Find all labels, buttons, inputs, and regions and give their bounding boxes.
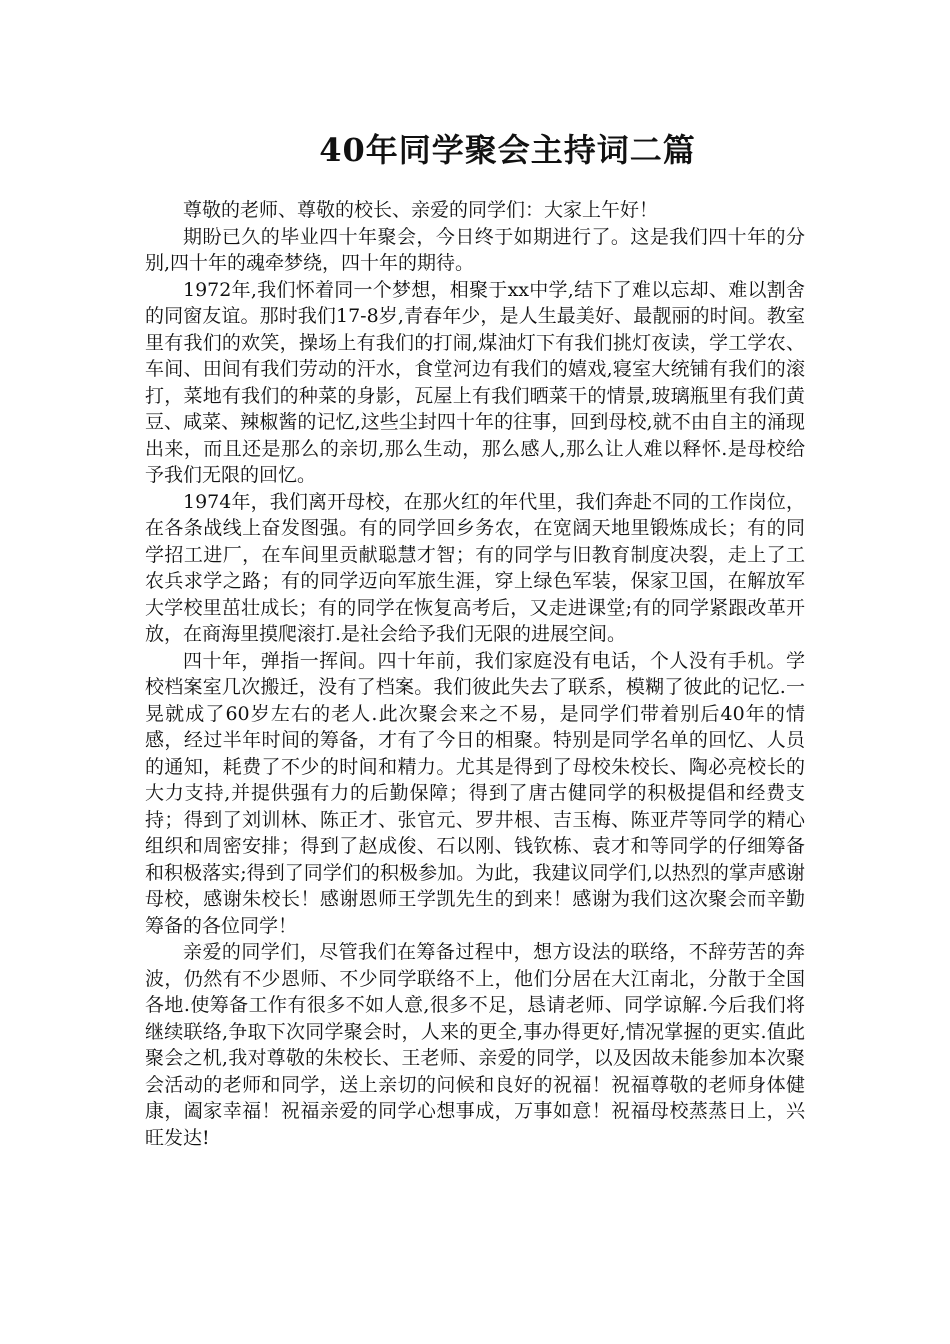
paragraph-opening: 期盼已久的毕业四十年聚会，今日终于如期进行了。这是我们四十年的分别,四十年的魂牵梦绕，四十年的期待。 [145, 225, 805, 274]
paragraph-forty-years-thanks: 四十年，弹指一挥间。四十年前，我们家庭没有电话，个人没有手机。学校档案室几次搬迁，没有了档案。我们彼此失去了联系，模糊了彼此的记忆.一晃就成了60岁左右的老人.此次聚会来之不易，是同学们带着别后40年的情感，经过半年时间的筹备，才有了今日的相聚。特别是同学名单的回忆、人员的通知，耗费了不少的时间和精力。尤其是得到了母校朱校长、陶必亮校长的大力支持,并提供强有力的后勤保障；得到了唐古健同学的积极提倡和经费支持；得到了刘训林、陈正才、张官元、罗井根、吉玉梅、陈亚芹等同学的精心组织和周密安排；得到了赵成俊、石以刚、钱钦栋、袁才和等同学的仔细筹备和积极落实;得到了同学们的积极参加。为此，我建议同学们,以热烈的掌声感谢母校，感谢朱校长！感谢恩师王学凯先生的到来！感谢为我们这次聚会而辛勤筹备的各位同学！ [145, 649, 805, 937]
document-body [145, 197, 805, 1151]
paragraph-1972-memories: 1972年,我们怀着同一个梦想，相聚于xx中学,结下了难以忘却、难以割舍的同窗友谊。那时我们17-8岁,青春年少，是人生最美好、最靓丽的时间。教室里有我们的欢笑，操场上有我们的打闹,煤油灯下有我们挑灯夜读，学工学农、车间、田间有我们劳动的汗水，食堂河边有我们的嬉戏,寝室大统铺有我们的滚打，菜地有我们的种菜的身影，瓦屋上有我们晒菜干的情景,玻璃瓶里有我们黄豆、咸菜、辣椒酱的记忆,这些尘封四十年的往事，回到母校,就不由自主的涌现出来，而且还是那么的亲切,那么生动，那么感人,那么让人难以释怀.是母校给予我们无限的回忆。 [145, 278, 805, 486]
paragraph-closing-wishes: 亲爱的同学们，尽管我们在筹备过程中，想方设法的联络，不辞劳苦的奔波，仍然有不少恩师、不少同学联络不上，他们分居在大江南北，分散于全国各地.使筹备工作有很多不如人意,很多不足，恳请老师、同学谅解.今后我们将继续联络,争取下次同学聚会时，人来的更全,事办得更好,情况掌握的更实.值此聚会之机,我对尊敬的朱校长、王老师、亲爱的同学，以及因故未能参加本次聚会活动的老师和同学，送上亲切的问候和良好的祝福！祝福尊敬的老师身体健康，阖家幸福！祝福亲爱的同学心想事成，万事如意！祝福母校蒸蒸日上，兴旺发达! [145, 941, 805, 1149]
paragraph-greeting: 尊敬的老师、尊敬的校长、亲爱的同学们：大家上午好！ [183, 199, 659, 221]
paragraph-1974-careers: 1974年，我们离开母校，在那火红的年代里，我们奔赴不同的工作岗位，在各条战线上奋发图强。有的同学回乡务农，在宽阔天地里锻炼成长；有的同学招工进厂，在车间里贡献聪慧才智；有的同学与旧教育制度决裂，走上了工农兵求学之路；有的同学迈向军旅生涯，穿上绿色军装，保家卫国，在解放军大学校里茁壮成长；有的同学在恢复高考后，又走进课堂;有的同学紧跟改革开放，在商海里摸爬滚打.是社会给予我们无限的进展空间。 [145, 490, 805, 645]
document-title: 40年同学聚会主持词二篇 [319, 131, 696, 169]
